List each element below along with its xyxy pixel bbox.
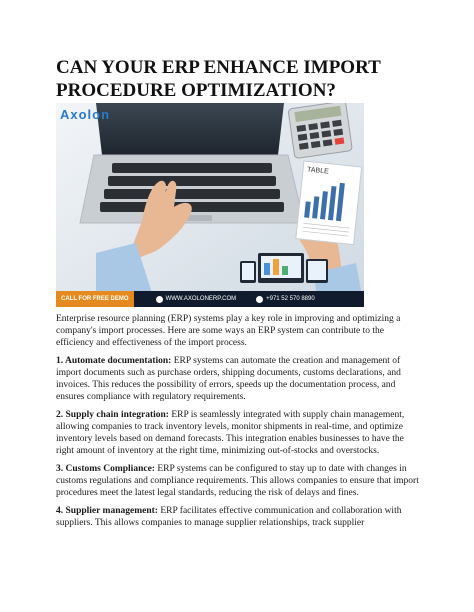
axolon-logo: Axolon bbox=[60, 107, 111, 122]
intro-paragraph: Enterprise resource planning (ERP) systems play a key role in improving and optimizing a company's import processes. Here are some ways an ERP system can contribute to the efficiency and effectiveness of the import process. bbox=[56, 314, 401, 348]
laptop-screen bbox=[96, 103, 284, 155]
section-text: ERP facilitates effective communication and collaboration with suppliers. This allows companies to manage supplier relationships, track supplier bbox=[56, 506, 402, 528]
section-text: ERP is seamlessly integrated with supply chain management, allowing companies to track inventory levels, monitor shipments in real-time, and optimize inventory levels based on demand forecasts. This integration enables businesses to have the right amount of inventory at the right time, minimizing out-of-stocks and overstocks. bbox=[56, 410, 405, 456]
table-sign-text: TABLE bbox=[306, 166, 329, 176]
website-contact bbox=[156, 296, 237, 303]
call-for-demo-badge: CALL FOR FREE DEMO bbox=[56, 291, 134, 307]
phone-icon bbox=[256, 296, 263, 303]
banner-image bbox=[56, 103, 364, 307]
section-text: ERP systems can automate the creation and management of import documents such as purchase orders, shipping documents, customs declarations, and invoices. This reduces the possibility of errors, speeds up the documentation process, and ensures compliance with regulatory requirements. bbox=[56, 356, 401, 402]
article-body bbox=[56, 313, 422, 535]
section-paragraph bbox=[56, 463, 422, 499]
office-desk-illustration bbox=[56, 103, 364, 307]
section-heading: 1. Automate documentation: bbox=[56, 356, 172, 366]
phone-contact bbox=[256, 296, 315, 303]
section-heading: 3. Customs Compliance: bbox=[56, 464, 155, 474]
website-text: WWW.AXOLONERP.COM bbox=[165, 296, 237, 302]
banner-footer bbox=[56, 291, 364, 307]
section-heading: 4. Supplier management: bbox=[56, 506, 158, 516]
calculator bbox=[288, 103, 352, 159]
page-title: CAN YOUR ERP ENHANCE IMPORT PROCEDURE OPTIMIZATION? bbox=[56, 57, 381, 101]
section-paragraph bbox=[56, 355, 422, 403]
globe-icon bbox=[156, 296, 163, 303]
section-paragraph bbox=[56, 505, 422, 529]
phone-text: +971 52 570 8890 bbox=[266, 296, 315, 302]
section-text: ERP systems can be configured to stay up to date with changes in customs regulations and compliance requirements. This allows companies to ensure that import procedures meet the latest legal standards, reducing the risk of delays and fines. bbox=[56, 464, 419, 498]
section-heading: 2. Supply chain integration: bbox=[56, 410, 169, 420]
section-paragraph bbox=[56, 409, 422, 457]
report-paper bbox=[296, 161, 362, 245]
